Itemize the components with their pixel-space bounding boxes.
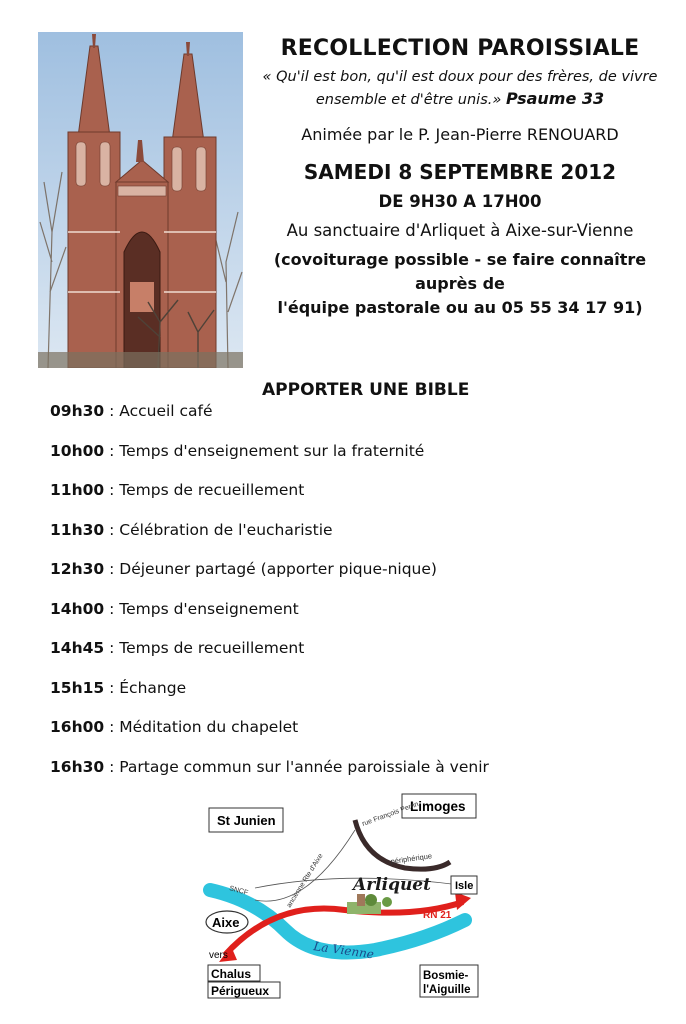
label-isle: [451, 876, 477, 894]
program-item: 14h45 : Temps de recueillement: [50, 639, 305, 657]
page-title: RECOLLECTION PAROISSIALE: [280, 36, 640, 61]
program-label: Temps de recueillement: [119, 639, 305, 657]
program-item: 14h00 : Temps d'enseignement: [50, 599, 299, 618]
label-perigueux: [208, 982, 280, 998]
quote-reference: Psaume 33: [505, 89, 605, 108]
label-la-vienne: La Vienne: [312, 939, 375, 962]
carpool-note: [250, 248, 670, 320]
program-time: 11h00: [50, 481, 105, 499]
access-map: [195, 790, 495, 1005]
program-time: 14h45: [50, 639, 105, 657]
label-chalus: [208, 965, 260, 981]
program-label: Temps d'enseignement: [119, 599, 299, 618]
program-time: 15h15: [50, 678, 105, 697]
rn21-arrow-right: [455, 892, 471, 910]
carpool-line-1: (covoiturage possible - se faire connaître auprès de: [273, 250, 647, 293]
bring-bible-heading: APPORTER UNE BIBLE: [262, 380, 470, 400]
svg-text:St Junien: St Junien: [217, 813, 276, 828]
event-header: [250, 36, 670, 320]
svg-text:Aixe: Aixe: [212, 915, 240, 930]
label-bosmie: [420, 965, 478, 997]
program-time: 12h30: [50, 560, 105, 578]
label-rue-perrin: rue François Perrin: [361, 800, 420, 828]
program-label: Partage commun sur l'année paroissiale à venir: [119, 757, 489, 776]
program-time: 11h30: [50, 520, 105, 539]
program-item: 16h00 : Méditation du chapelet: [50, 718, 299, 736]
svg-text:l'Aiguille: l'Aiguille: [423, 984, 471, 996]
quote-line-2: ensemble et d'être unis.» Psaume 33: [315, 89, 605, 108]
label-rn21: RN 21: [423, 910, 452, 921]
program-item: 11h30 : Célébration de l'eucharistie: [50, 520, 333, 539]
event-place: Au sanctuaire d'Arliquet à Aixe-sur-Vienne: [286, 221, 634, 240]
label-old-road: ancienne Rte d'Aixe: [285, 852, 325, 910]
svg-text:Chalus: Chalus: [211, 967, 252, 981]
program-label: Célébration de l'eucharistie: [119, 520, 333, 539]
quote-line-1: « Qu'il est bon, qu'il est doux pour des frères, de vivre: [262, 69, 658, 85]
svg-text:Isle: Isle: [455, 880, 474, 892]
event-hours: DE 9H30 A 17H00: [378, 192, 542, 211]
label-st-junien: [209, 808, 283, 832]
program-item: 15h15 : Échange: [50, 678, 187, 697]
program-item: 16h30 : Partage commun sur l'année paroissiale à venir: [50, 757, 489, 776]
label-peripherique: périphérique: [390, 851, 433, 866]
label-arliquet: Arliquet: [353, 875, 431, 895]
church-photo: [38, 32, 243, 368]
program-label: Échange: [119, 678, 187, 697]
label-sncf: SNCF: [228, 885, 249, 897]
program-time: 10h00: [50, 441, 105, 460]
program-label: Accueil café: [119, 402, 213, 420]
program-label: Méditation du chapelet: [119, 718, 299, 736]
old-aixe-road: [255, 830, 355, 901]
program-label: Temps de recueillement: [119, 481, 305, 499]
program-time: 09h30: [50, 402, 105, 420]
label-aixe: [206, 911, 248, 933]
svg-text:Périgueux: Périgueux: [211, 984, 270, 998]
label-vers: vers: [209, 950, 228, 961]
carpool-line-2: l'équipe pastorale ou au 05 55 34 17 91): [277, 298, 643, 317]
program-label: Temps d'enseignement sur la fraternité: [119, 441, 425, 460]
event-date: SAMEDI 8 SEPTEMBRE 2012: [303, 160, 617, 184]
svg-text:Bosmie-: Bosmie-: [423, 970, 469, 982]
animated-by: Animée par le P. Jean-Pierre RENOUARD: [301, 125, 619, 144]
quote: [250, 67, 670, 111]
program-item: 09h30 : Accueil café: [50, 402, 213, 420]
program-time: 14h00: [50, 599, 105, 618]
program-item: 10h00 : Temps d'enseignement sur la fraternité: [50, 441, 425, 460]
program-time: 16h30: [50, 757, 105, 776]
program-item: 11h00 : Temps de recueillement: [50, 481, 305, 499]
program-time: 16h00: [50, 718, 105, 736]
program-label: Déjeuner partagé (apporter pique-nique): [119, 560, 437, 578]
program-item: 12h30 : Déjeuner partagé (apporter pique-nique): [50, 560, 437, 578]
svg-text:Limoges: Limoges: [410, 799, 466, 814]
program-list: [50, 402, 489, 797]
